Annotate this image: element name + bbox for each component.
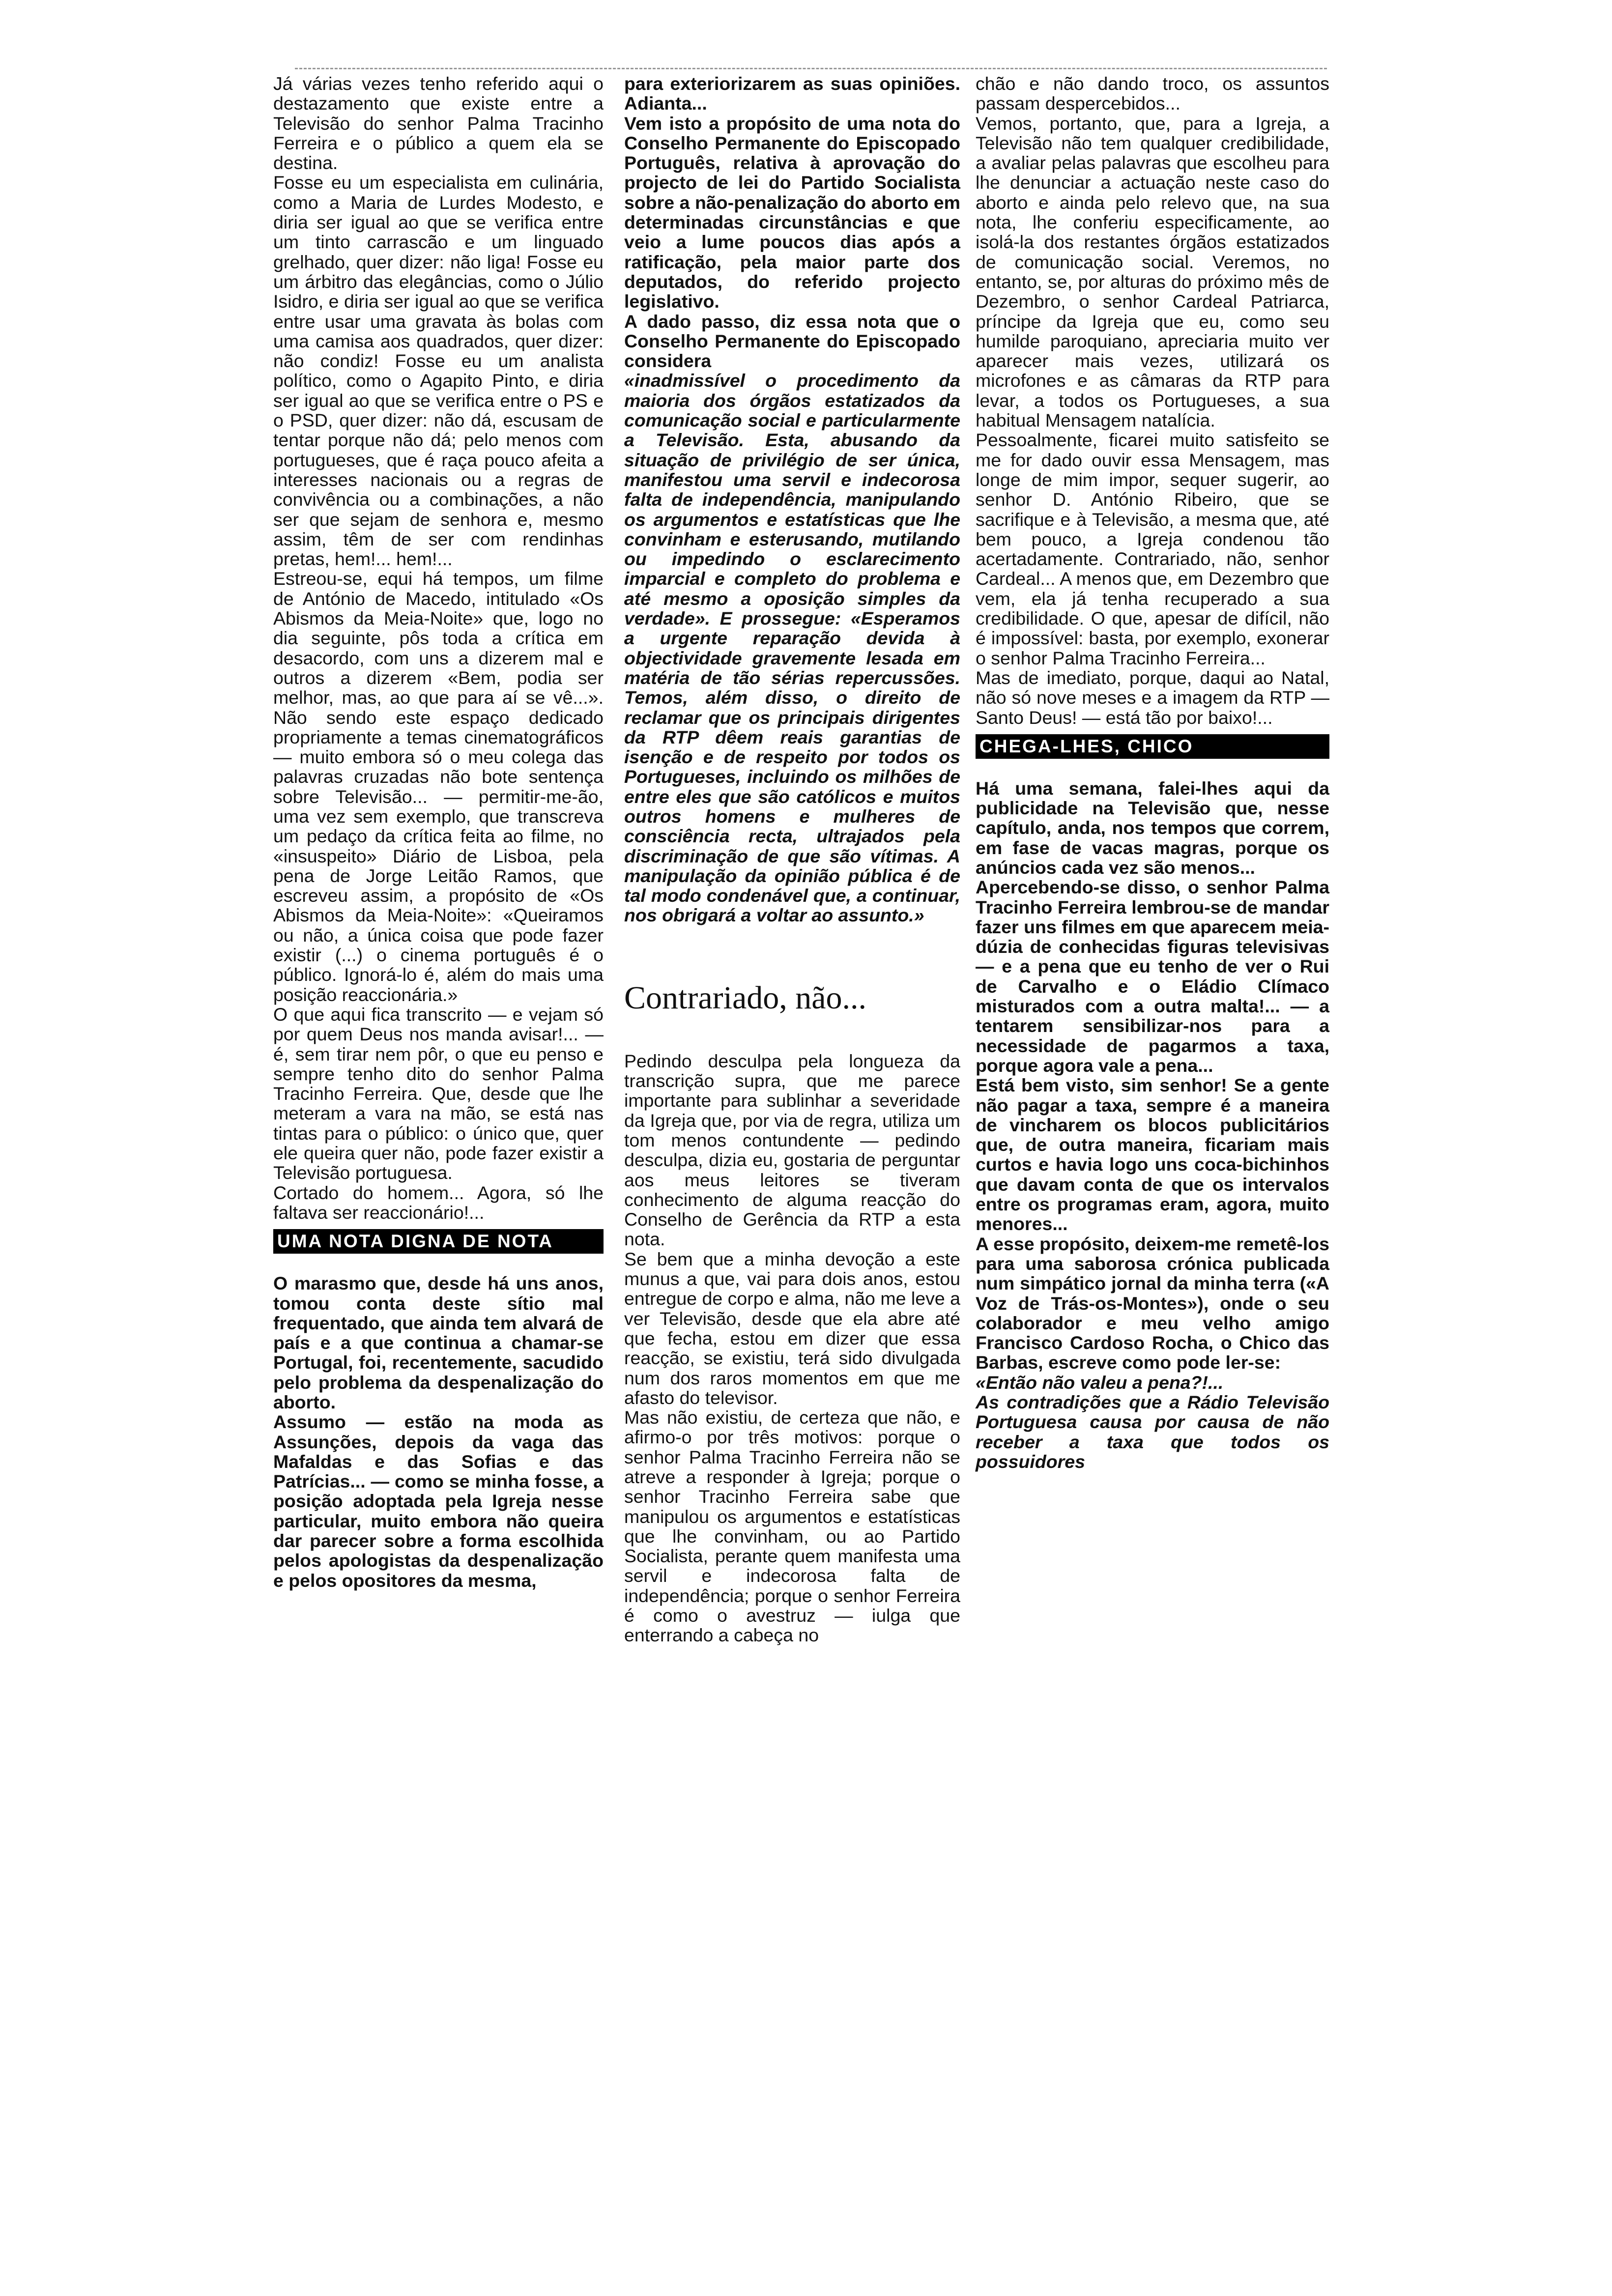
quoted-paragraph: As contradições que a Rádio Televisão Portuguesa causa por causa de não receber a taxa que todos os possuidores <box>976 1392 1329 1472</box>
quoted-paragraph: «inadmissível o procedimento da maioria dos órgãos estatizados da comunicação social e particularmente a Televisão. Esta, abusando da situação de privilégio de ser única, manifestou uma servil e indecorosa falta de independência, manipulando os argumentos e estatísticas que lhe convinham e esterusando, mutilando ou impedindo o esclarecimento imparcial e completo do problema e até mesmo a oposição simples da verdade». E prossegue: «Esperamos a urgente reparação devida à objectividade gravemente lesada em matéria de tão sérias repercussões. Temos, além disso, o direito de reclamar que os principais dirigentes da RTP dêem reais garantias de isenção e de respeito por todos os Portugueses, incluindo os milhões de entre eles que são católicos e muitos outros homens e mulheres de consciência recta, ultrajados pela discriminação de que são vítimas. A manipulação da opinião pública é de tal modo condenável que, a continuar, nos obrigará a voltar ao assunto.» <box>624 370 960 926</box>
paragraph: Assumo — estão na moda as Assunções, depois da vaga das Mafaldas e das Sofias e das Patrícias... — como se minha fosse, a posição adoptada pela Igreja nesse particular, muito embora não queira dar parecer sobre a forma escolhida pelos apologistas da despenalização e pelos opositores da mesma, <box>273 1411 604 1591</box>
paragraph: Apercebendo-se disso, o senhor Palma Tracinho Ferreira lembrou-se de mandar fazer uns filmes em que aparecem meia-dúzia de conhecidas figuras televisivas — e a pena que eu tenho de ver o Rui de Carvalho e o Eládio Clímaco misturados com a outra malta!... — a tentarem sensibilizar-nos para a necessidade de pagarmos a taxa, porque agora vale a pena... <box>976 877 1329 1076</box>
paragraph: chão e não dando troco, os assuntos passam despercebidos... <box>976 73 1329 114</box>
paragraph: Pessoalmente, ficarei muito satisfeito se me for dado ouvir essa Mensagem, mas longe de mim impor, sequer sugerir, ao senhor D. António Ribeiro, que se sacrifique e à Televisão, a mesma que, até bem pouco, a Igreja condenou tão acertadamente. Contrariado, não, senhor Cardeal... A menos que, em Dezembro que vem, ela já tenha recuperado a sua credibilidade. O que, apesar de difícil, não é impossível: basta, por exemplo, exonerar o senhor Palma Tracinho Ferreira... <box>976 430 1329 668</box>
paragraph: Já várias vezes tenho referido aqui o destazamento que existe entre a Televisão do senhor Palma Tracinho Ferreira e o público a quem ela se destina. <box>273 73 604 173</box>
paragraph: para exteriorizarem as suas opiniões. Adianta... <box>624 73 960 114</box>
paragraph: O que aqui fica transcrito — e vejam só por quem Deus nos manda avisar!... — é, sem tirar nem pôr, o que eu penso e sempre tenho dito do senhor Palma Tracinho Ferreira. Que, desde que lhe meteram a vara na mão, se está nas tintas para o público: o único que, quer ele queira quer não, pode fazer existir a Televisão portuguesa. <box>273 1004 604 1183</box>
paragraph: O marasmo que, desde há uns anos, tomou conta deste sítio mal frequentado, que ainda tem alvará de país e a que continua a chamar-se Portugal, foi, recentemente, sacudido pelo problema da despenalização do aborto. <box>273 1273 604 1412</box>
paragraph: Se bem que a minha devoção a este munus a que, vai para dois anos, estou entregue de corpo e alma, não me leve a ver Televisão, desde que ela abre até que fecha, estou em dizer que essa reacção, se existiu, terá sido divulgada num dos raros momentos em que me afasto do televisor. <box>624 1248 960 1408</box>
paragraph: Está bem visto, sim senhor! Se a gente não pagar a taxa, sempre é a maneira de vincharem os blocos publicitários que, de outra maneira, ficariam mais curtos e havia logo uns coca-bichinhos que davam conta de que os intervalos entre os programas eram, agora, muito menores... <box>976 1075 1329 1234</box>
column-2 <box>624 74 960 1645</box>
paragraph: Mas não existiu, de certeza que não, e afirmo-o por três motivos: porque o senhor Palma Tracinho Ferreira não se atreve a responder à Igreja; porque o senhor Tracinho Ferreira sabe que manipulou os argumentos e estatísticas que lhe convinham, ou ao Partido Socialista, perante quem manifesta uma servil e indecorosa falta de independência; porque o senhor Ferreira é como o avestruz — iulga que enterrando a cabeça no <box>624 1407 960 1646</box>
paragraph: Vem isto a propósito de uma nota do Conselho Permanente do Episcopado Português, relativa à aprovação do projecto de lei do Partido Socialista sobre a não-penalização do aborto em determinadas circunstâncias e que veio a lume poucos dias após a ratificação, pela maior parte dos deputados, do referido projecto legislativo. <box>624 113 960 312</box>
quoted-paragraph: «Então não valeu a pena?!... <box>976 1372 1224 1393</box>
paragraph: Mas de imediato, porque, daqui ao Natal, não só nove meses e a imagem da RTP — Santo Deus! — está tão por baixo!... <box>976 667 1329 728</box>
paragraph: A esse propósito, deixem-me remetê-los para uma saborosa crónica publicada num simpático jornal da minha terra («A Voz de Trás-os-Montes»), onde o seu colaborador e meu velho amigo Francisco Cardoso Rocha, o Chico das Barbas, escreve como pode ler-se: <box>976 1233 1329 1373</box>
paragraph: Há uma semana, falei-lhes aqui da publicidade na Televisão que, nesse capítulo, anda, nos tempos que correm, em fase de vacas magras, porque os anúncios cada vez são menos... <box>976 777 1329 878</box>
column-3 <box>976 74 1329 1471</box>
paragraph: Vemos, portanto, que, para a Igreja, a Televisão não tem qualquer credibilidade, a avaliar pelas palavras que escolheu para lhe denunciar a actuação neste caso do aborto e ainda pelo relevo que, na sua nota, lhe conferiu especificamente, ao isolá-la dos restantes órgãos estatizados de comunicação social. Veremos, no entanto, se, por alturas do próximo mês de Dezembro, o senhor Cardeal Patriarca, príncipe da Igreja que eu, como seu humilde paroquiano, apreciaria muito ver aparecer mais vezes, utilizará os microfones e as câmaras da RTP para levar, a todos os Portugueses, a sua habitual Mensagem natalícia. <box>976 113 1329 431</box>
section-heading: CHEGA-LHES, CHICO <box>976 734 1329 759</box>
top-torn-edge <box>295 68 1327 69</box>
paragraph: Cortado do homem... Agora, só lhe faltava ser reaccionário!... <box>273 1182 604 1223</box>
paragraph: Pedindo desculpa pela longueza da transcrição supra, que me parece importante para sublinhar a severidade da Igreja que, por via de regra, utiliza um tom menos contundente — pedindo desculpa, dizia eu, gostaria de perguntar aos meus leitores se tiveram conhecimento de alguma reacção do Conselho de Gerência da RTP a esta nota. <box>624 1050 960 1250</box>
section-heading: UMA NOTA DIGNA DE NOTA <box>273 1229 604 1254</box>
column-1 <box>273 74 604 1590</box>
paragraph: Estreou-se, equi há tempos, um filme de António de Macedo, intitulado «Os Abismos da Meia-Noite» que, logo no dia seguinte, pôs toda a crítica em desacordo, com uns a dizerem mal e outros a dizerem «Bem, podia ser melhor, mas, ao que para aí se vê...». Não sendo este espaço dedicado propriamente a temas cinematográficos — muito embora só o meu colega das palavras cruzadas não bote sentença sobre Televisão... — permitir-me-ão, uma vez sem exemplo, que transcreva um pedaço da crítica feita ao filme, no «insuspeito» Diário de Lisboa, pela pena de Jorge Leitão Ramos, que escreveu assim, a propósito de «Os Abismos da Meia-Noite»: «Queiramos ou não, a única coisa que pode fazer existir (...) o cinema português é o público. Ignorá-lo é, além do mais uma posição reaccionária.» <box>273 568 604 1005</box>
paragraph: A dado passo, diz essa nota que o Conselho Permanente do Episcopado considera <box>624 311 960 372</box>
section-title: Contrariado, não... <box>624 979 867 1016</box>
paragraph: Fosse eu um especialista em culinária, como a Maria de Lurdes Modesto, e diria ser igual ao que se verifica entre um tinto carrascão e um linguado grelhado, quer dizer: não liga! Fosse eu um árbitro das elegâncias, como o Júlio Isidro, e diria ser igual ao que se verifica entre usar uma gravata às bolas com uma camisa aos quadrados, quer dizer: não condiz! Fosse eu um analista político, como o Agapito Pinto, e diria ser igual ao que se verifica entre o PS e o PSD, quer dizer: não dá, escusam de tentar porque não dá; pelo menos com portugueses, que é raça pouco afeita a interesses nacionais ou a regras de convivência ou a combinações, a não ser que sejam de senhora e, mesmo assim, têm de ser com rendinhas pretas, hem!... hem!... <box>273 172 604 570</box>
